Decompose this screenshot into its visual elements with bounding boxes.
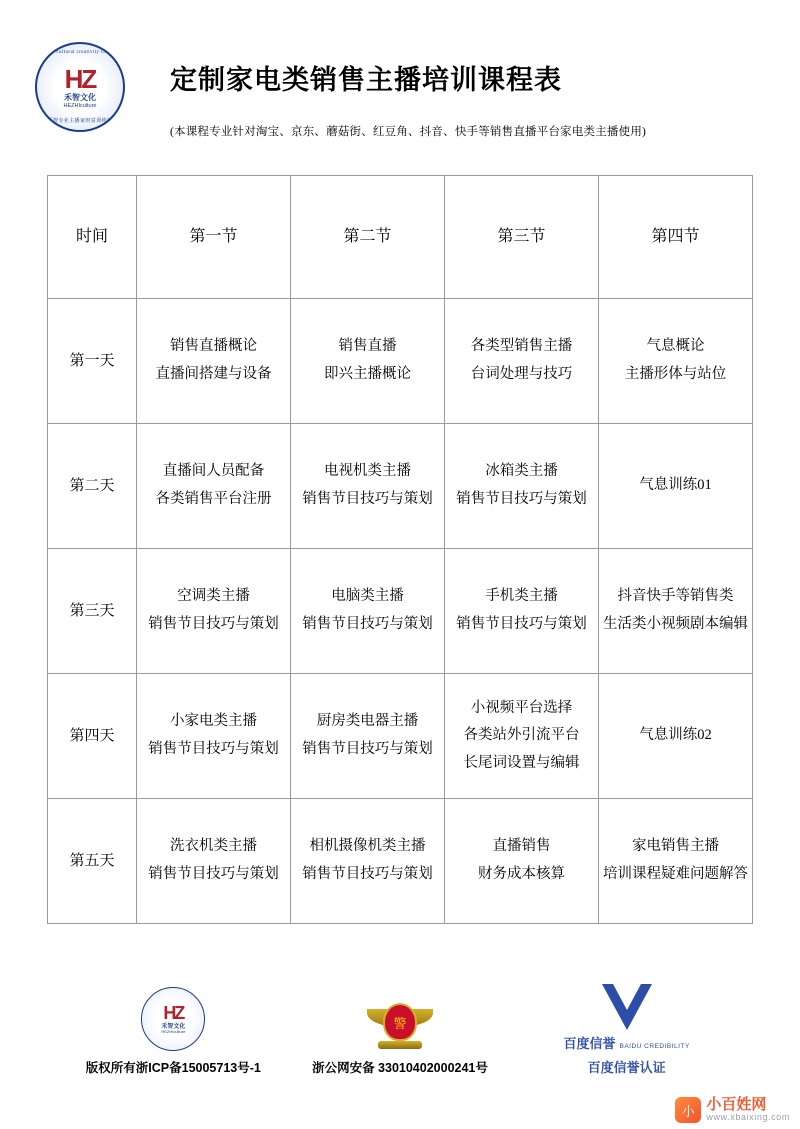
police-badge-char: 警 [383,1003,417,1041]
watermark-site-url: www.xbaixing.com [706,1112,790,1123]
cell-line: 台词处理与技巧 [470,366,573,382]
baidu-label-en: BAIDU CREDIBILITY [619,1043,690,1050]
cell-line: 冰箱类主播 [485,463,558,480]
table-row [48,674,753,799]
logo-ring-top-text: Hezhi cultural creativity Co.,Ltd [40,50,120,55]
table-cell [599,424,753,549]
watermark-text [706,1097,790,1122]
company-logo-small-icon [141,987,205,1051]
cell-line: 销售节目技巧与策划 [302,616,433,632]
icp-license-text: 版权所有浙ICP备15005713号-1 [85,1061,261,1076]
table-cell [599,549,753,674]
watermark-icon: 小 [675,1097,701,1123]
baidu-v-icon [588,979,666,1035]
row-time-label: 第五天 [48,799,137,924]
cell-line: 气息概论 [646,338,705,355]
table-cell [599,799,753,924]
cell-line: 电视机类主播 [324,463,411,480]
cell-line: 销售节目技巧与策划 [302,741,433,757]
cell-line: 小家电类主播 [170,713,257,730]
site-watermark [675,1097,790,1123]
logo-company-name-cn: 禾智文化 [63,93,96,103]
cell-line: 气息训练01 [639,477,712,494]
column-header: 第四节 [599,176,753,299]
logo-small-company-name-en: HEZHIculture [161,1029,186,1035]
cell-line: 销售节目技巧与策划 [148,741,279,757]
table-cell [291,424,445,549]
footer-item-police [290,993,510,1076]
column-header: 第二节 [291,176,445,299]
table-cell [137,799,291,924]
cell-line: 厨房类电器主播 [316,713,419,730]
baidu-badge-text [564,1035,690,1053]
cell-line: 销售直播概论 [170,338,257,355]
footer-item-baidu [517,979,737,1076]
row-time-label: 第二天 [48,424,137,549]
table-row [48,299,753,424]
cell-line: 电脑类主播 [331,588,404,605]
logo-small-monogram: HZ [163,1003,184,1023]
cell-line: 即兴主播概论 [324,366,411,382]
cell-line: 销售节目技巧与策划 [148,866,279,882]
logo-monogram: HZ [64,63,96,94]
table-row [48,424,753,549]
cell-line: 销售节目技巧与策划 [456,491,587,507]
cell-line: 生活类小视频剧本编辑 [603,616,748,632]
cell-line: 气息训练02 [639,727,712,744]
schedule-table-wrap [47,175,753,924]
table-cell [137,299,291,424]
cell-line: 手机类主播 [485,588,558,605]
table-cell [137,549,291,674]
document-header [0,0,800,139]
schedule-table [47,175,753,924]
baidu-certification-text: 百度信誉认证 [587,1060,666,1076]
table-cell [599,299,753,424]
cell-line: 家电销售主播 [632,838,719,855]
page-subtitle: (本课程专业针对淘宝、京东、蘑菇街、红豆角、抖音、快手等销售直播平台家电类主播使用) [170,126,647,138]
table-cell [445,299,599,424]
table-cell [137,424,291,549]
table-cell [445,674,599,799]
cell-line: 直播间人员配备 [162,463,265,480]
cell-line: 相机摄像机类主播 [309,838,426,855]
table-cell [291,799,445,924]
cell-line: 培训课程疑难问题解答 [603,866,748,882]
company-logo-icon [35,42,125,132]
cell-line: 小视频平台选择 [470,699,573,716]
table-cell [599,674,753,799]
cell-line: 直播间搭建与设备 [155,366,272,382]
cell-line: 空调类主播 [177,588,250,605]
cell-line: 财务成本核算 [478,866,565,882]
row-time-label: 第一天 [48,299,137,424]
cell-line: 主播形体与站位 [624,366,727,382]
cell-line: 抖音快手等销售类 [617,588,734,605]
cell-line: 销售节目技巧与策划 [148,616,279,632]
logo-small-company-name-cn: 禾智文化 [161,1023,186,1030]
table-header-row [48,176,753,299]
police-record-text: 浙公网安备 33010402000241号 [312,1061,488,1076]
cell-line: 销售直播 [338,338,397,355]
table-cell [291,549,445,674]
table-cell [291,299,445,424]
police-badge-icon [367,993,433,1051]
watermark-site-name: 小百姓网 [706,1096,767,1114]
cell-line: 直播销售 [492,838,551,855]
cell-line: 洗衣机类主播 [170,838,257,855]
logo-ring-bottom-text: 禾智专业主播家财富训练营 [47,119,113,124]
row-time-label: 第三天 [48,549,137,674]
company-logo-wrap [0,38,160,132]
table-cell [137,674,291,799]
footer-item-icp [63,987,283,1076]
cell-line: 各类型销售主播 [470,338,573,355]
row-time-label: 第四天 [48,674,137,799]
title-block [160,38,800,139]
cell-line: 长尾词设置与编辑 [463,754,580,771]
cell-line: 销售节目技巧与策划 [302,866,433,882]
document-footer [0,979,800,1129]
logo-ring-text [37,44,123,130]
column-header: 第一节 [137,176,291,299]
table-cell [445,424,599,549]
cell-line: 各类站外引流平台 [463,727,580,744]
column-header: 第三节 [445,176,599,299]
table-row [48,799,753,924]
cell-line: 销售节目技巧与策划 [302,491,433,507]
table-cell [291,674,445,799]
baidu-label-cn: 百度信誉 [563,1036,616,1051]
cell-line: 各类销售平台注册 [155,491,272,507]
page-title: 定制家电类销售主播培训课程表 [170,65,562,95]
table-cell [445,799,599,924]
logo-company-name-en: HEZHIculture [63,103,97,110]
table-cell [445,549,599,674]
cell-line: 销售节目技巧与策划 [456,616,587,632]
footer-items [0,979,800,1076]
column-header: 时间 [48,176,137,299]
table-row [48,549,753,674]
